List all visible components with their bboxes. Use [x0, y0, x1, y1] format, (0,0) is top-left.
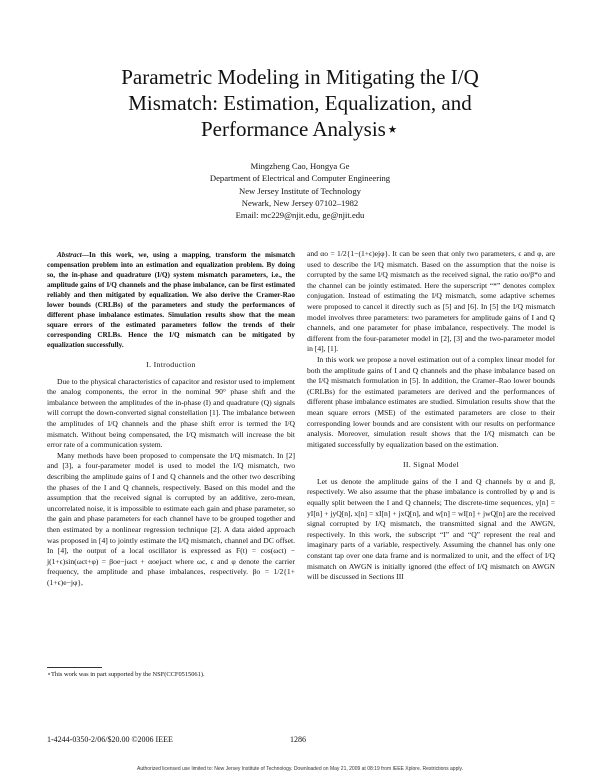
author-institution: New Jersey Institute of Technology [239, 185, 361, 196]
title-line-3: Performance Analysis⋆ [200, 117, 399, 141]
author-department: Department of Electrical and Computer Engineering [209, 173, 391, 184]
right-column [307, 249, 555, 583]
footnote: ⋆This work was in part supported by the NSF(CCF0515061). [47, 671, 205, 678]
title-line-2: Mismatch: Estimation, Equalization, and [128, 91, 472, 115]
page-number: 1286 [290, 735, 306, 744]
intro-paragraph-2: Many methods have been proposed to compensate the I/Q mismatch. In [2] and [3], a four-parameter model is used to model the I/Q mismatch, two describing the amplitude gains of I and Q channels and the other two describing the phases of the I and Q channels, respectively. Based on this model and the assumption that the received signal is corrupted by an additive, zero-mean, uncorrelated noise, it is impossible to estimate each gain and phase parameter, so the gain and phase parameters for each channel have to be grouped together and then estimated by a nonlinear regression technique [2]. A data aided approach was proposed in [4] to jointly estimate the I/Q mismatch, channel and DC offset. In [4], the output of a local oscillator is expressed as F(t) = cos(ωct) − j(1+ϵ)sin(ωct+φ) = βoe−jωct + αoejωct where ωc, ϵ and φ denote the carrier frequency, the amplitude and phase imbalances, respectively. βo = 1/2{1+(1+ϵ)e−jφ}, [47, 450, 295, 587]
section-heading-signal-model: II. Signal Model [402, 460, 460, 470]
abstract [47, 250, 295, 350]
title-line-1: Parametric Modeling in Mitigating the I/Q [121, 65, 479, 89]
abstract-label: Abstract— [57, 251, 89, 259]
author-block [100, 160, 500, 221]
intro-paragraph-1: Due to the physical characteristics of capacitor and resistor used to implement the analog components, the error in the nominal 90° phase shift and the imbalance between the amplitudes of the in-phase (I) and quadrature (Q) signals will corrupt the down-converted signal constellation [1]. The imbalance between the amplitudes of I/Q channels and the phase shift error is termed the I/Q mismatch. Without being compensated, the I/Q mismatch will increase the bit error rate of a communication system. [47, 376, 295, 450]
paper-title [40, 64, 560, 142]
abstract-text: In this work, we, using a mapping, transform the mismatch compensation problem into an estimation and equalization problem. By doing so, the in-phase and quadrature (I/Q) system mismatch parameters, i.e., the amplitude gains of I/Q channels and the phase imbalance, can be first estimated reliably and then mitigated by equalization. We also derive the Cramer-Rao lower bounds (CRLBs) of the parameters and study the performances of different phase imbalance estimates. Simulation results show that the mean square errors of the estimated parameters follow the trends of their corresponding CRLBs. Hence the I/Q mismatch can be mitigated by equalization successfully. [47, 251, 295, 349]
author-names: Mingzheng Cao, Hongya Ge [250, 161, 350, 171]
footer-isbn: 1-4244-0350-2/06/$20.00 ©2006 IEEE [47, 735, 173, 744]
signal-model-paragraph: Let us denote the amplitude gains of the I and Q channels by α and β, respectively. We also assume that the phase imbalance is controlled by φ and is equally split between the I and Q channels; The discrete-time sequences, y[n] = yI[n] + jyQ[n], x[n] = xI[n] + jxQ[n], and w[n] = wI[n] + jwQ[n] are the received signal corrupted by I/Q mismatch, the transmitted signal and the AWGN, respectively. In this work, the subscript “I” and “Q” represent the real and imaginary parts of a variable, respectively. Assuming the channel has only one constant tap over one data frame and is normalized to unit, and the effect of I/Q mismatch on AWGN is initially ignored (the effect of I/Q mismatch on AWGN will be discussed in Sections III [307, 476, 555, 582]
author-email: Email: mc229@njit.edu, ge@njit.edu [235, 210, 365, 221]
left-column [47, 250, 295, 588]
right-paragraph-2: In this work we propose a novel estimation out of a complex linear model for both the amplitude gains of I and Q channels and the phase imbalance based on the I/Q mismatch formulation in [5]. In addition, the Cramer–Rao lower bounds (CRLBs) for the estimated parameters are derived and the performances of different phase imbalance estimates are studied. Simulation results show that the mean square errors (MSE) of the estimated parameters are close to their corresponding lower bounds and are consistent with our results on performance analysis. Moreover, simulation result shows that the I/Q mismatch can be mitigated successfully by equalization based on the estimation. [307, 354, 555, 449]
footnote-divider [47, 667, 102, 668]
authorized-use-notice: Authorized licensed use limited to: New Jersey Institute of Technology. Downloaded on May 21, 2009 at 08:19 from IEEE Xplore. Restrictions apply. [136, 766, 463, 772]
right-paragraph-1: and αo = 1/2{1−(1+ϵ)ejφ}. It can be seen that only two parameters, ϵ and φ, are used to describe the I/Q mismatch. Based on the assumption that the noise is corrupted by the same I/Q mismatch as the received signal, the ratio αo/β*o and the channel can be jointly estimated. Here the superscript “*” denotes complex conjugation. Instead of estimating the I/Q mismatch, some adaptive schemes were proposed to cancel it directly such as [5] and [6]. In [5] the I/Q mismatch model involves three parameters: two parameters for amplitude gains of I and Q channels, and one parameter for phase imbalance, respectively. The model is different from the four-parameter model in [2], [3] and the two-parameter model in [4], [1]. [307, 249, 555, 354]
section-heading-introduction: I. Introduction [146, 360, 196, 369]
author-city: Newark, New Jersey 07102–1982 [241, 197, 359, 208]
